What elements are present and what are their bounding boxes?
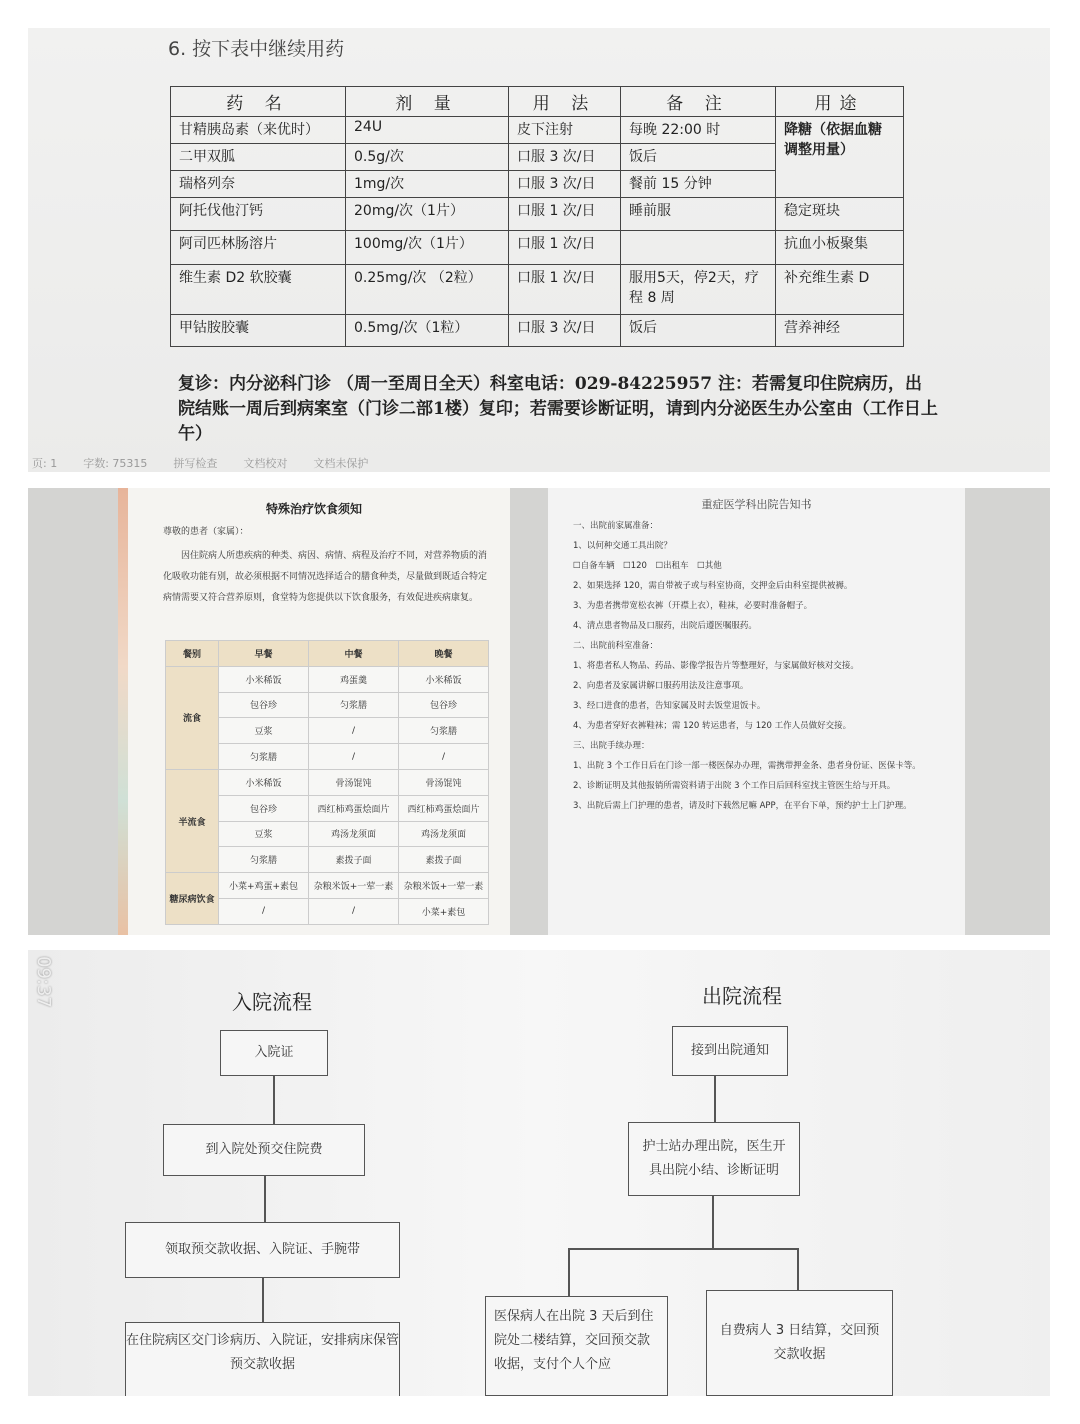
cell: 小米稀饭 [219, 769, 309, 795]
notice-line: 1、出院 3 个工作日后在门诊一部一楼医保办办理，需携带押金条、患者身份证、医保卡等。 [573, 761, 921, 771]
notice-line: 4、清点患者物品及口服药，出院后遵医嘱服药。 [573, 621, 757, 631]
cell: 豆浆 [219, 718, 309, 744]
proofread-button[interactable]: 文档校对 [243, 457, 288, 470]
diet-table [165, 640, 489, 925]
cell: 阿托伐他汀钙 [171, 198, 346, 231]
protection-status: 文档未保护 [313, 457, 369, 470]
connector [714, 1076, 716, 1122]
cell: / [309, 718, 399, 744]
notice-line: 1、将患者私人物品、药品、影像学报告片等整理好，与家属做好核对交接。 [573, 661, 859, 671]
notice-line: 3、经口进食的患者，告知家属及时去饭堂退饭卡。 [573, 701, 766, 711]
notice-line: 3、出院后需上门护理的患者，请及时下载然尼嘛 APP，在平台下单，预约护士上门护理。 [573, 801, 912, 811]
cell: 100mg/次（1片） [346, 231, 509, 265]
cell: 睡前服 [621, 198, 776, 231]
cell: 瑞格列奈 [171, 171, 346, 198]
cell: 小米稀饭 [399, 666, 489, 692]
connector [262, 1278, 264, 1322]
flow-branch: 自费病人 3 日结算，交回预交款收据 [706, 1290, 893, 1396]
table-row [171, 315, 904, 347]
cell: 抗血小板聚集 [776, 231, 904, 265]
connector [568, 1248, 798, 1250]
diet-body: 因住院病人所患疾病的种类、病因、病情、病程及治疗不同，对营养物质的消化吸收功能有别，故必须根据不同情况选择适合的膳食种类，尽量做到既适合特定病情需要又符合营养原则，食堂特为您提供以下饮食服务，有效促进疾病康复。 [163, 551, 488, 603]
cell: 骨汤馄饨 [309, 769, 399, 795]
discharge-flow-title: 出院流程 [702, 984, 782, 1008]
timestamp: 09:37 [33, 956, 54, 1008]
col-header: 早餐 [219, 641, 309, 667]
cell: 包谷珍 [219, 692, 309, 718]
category: 半流食 [166, 769, 219, 872]
cell: 口服 1 次/日 [509, 265, 621, 315]
cell: 甲钴胺胶囊 [171, 315, 346, 347]
cell: 素拨子面 [399, 847, 489, 873]
cell: 豆浆 [219, 821, 309, 847]
cell: 补充维生素 D [776, 265, 904, 315]
flow-step: 在住院病区交门诊病历、入院证，安排病床保管预交款收据 [125, 1322, 400, 1396]
col-header: 药 名 [171, 87, 346, 117]
cell: 小菜+鸡蛋+素包 [219, 873, 309, 899]
cell: 20mg/次（1片） [346, 198, 509, 231]
cell: 服用5天，停2天，疗程 8 周 [621, 265, 776, 315]
cell: 鸡蛋羹 [309, 666, 399, 692]
word-count: 字数: 75315 [83, 457, 148, 470]
cell: 小菜+素包 [399, 898, 489, 924]
cell: / [219, 898, 309, 924]
cell: 餐前 15 分钟 [621, 171, 776, 198]
flowchart-photo [28, 950, 1050, 1396]
col-header: 剂 量 [346, 87, 509, 117]
cell: 阿司匹林肠溶片 [171, 231, 346, 265]
cell: 1mg/次 [346, 171, 509, 198]
table-row [171, 231, 904, 265]
notice-line: 一、出院前家属准备： [573, 521, 659, 531]
cell: 每晚 22:00 时 [621, 117, 776, 144]
cell: 口服 3 次/日 [509, 171, 621, 198]
cell: 0.25mg/次 （2粒） [346, 265, 509, 315]
table-row [171, 198, 904, 231]
cell: 匀浆膳 [219, 847, 309, 873]
cell: 稳定斑块 [776, 198, 904, 231]
col-header: 餐别 [166, 641, 219, 667]
cell: 二甲双胍 [171, 144, 346, 171]
diet-greeting: 尊敬的患者（家属）： [163, 527, 249, 537]
cell: 包谷珍 [399, 692, 489, 718]
cell: 鸡汤龙须面 [309, 821, 399, 847]
cell: 小米稀饭 [219, 666, 309, 692]
cell: 骨汤馄饨 [399, 769, 489, 795]
word-status-bar [28, 454, 1050, 472]
col-header: 用途 [776, 87, 904, 117]
col-header: 备 注 [621, 87, 776, 117]
flow-step: 领取预交款收据、入院证、手腕带 [125, 1222, 400, 1278]
table-row [171, 265, 904, 315]
discharge-notice [548, 488, 965, 935]
cell: 皮下注射 [509, 117, 621, 144]
cell: 口服 3 次/日 [509, 315, 621, 347]
category: 糖尿病饮食 [166, 873, 219, 925]
notice-line: 二、出院前科室准备： [573, 641, 659, 651]
cell: 口服 1 次/日 [509, 231, 621, 265]
notice-line: 2、如果选择 120，需自带被子或与科室协商，交押金后由科室提供被褥。 [573, 581, 853, 591]
cell: / [309, 898, 399, 924]
cell: / [399, 744, 489, 770]
connector [568, 1248, 570, 1296]
notice-line: 4、为患者穿好衣裤鞋袜；需 120 转运患者，与 120 工作人员做好交接。 [573, 721, 852, 731]
cell: / [309, 744, 399, 770]
cell: 维生素 D2 软胶囊 [171, 265, 346, 315]
diet-notice [118, 488, 510, 935]
cell: 口服 1 次/日 [509, 198, 621, 231]
discharge-text [573, 516, 958, 816]
connector [712, 1196, 714, 1248]
cell: 0.5g/次 [346, 144, 509, 171]
notice-line: 3、为患者携带宽松衣裤（开襟上衣），鞋袜，必要时准备帽子。 [573, 601, 813, 611]
cell: 素拨子面 [309, 847, 399, 873]
col-header: 晚餐 [399, 641, 489, 667]
page-indicator: 页: 1 [32, 457, 58, 470]
cell: 杂粮米饭+一荤一素 [399, 873, 489, 899]
cell: 甘精胰岛素（来优时） [171, 117, 346, 144]
admit-title: 入院流程 [232, 990, 312, 1014]
cell: 鸡汤龙须面 [399, 821, 489, 847]
cell: 匀浆膳 [309, 692, 399, 718]
decorative-stripe [118, 488, 128, 935]
section-heading: 6. 按下表中继续用药 [168, 38, 345, 60]
cell: 营养神经 [776, 315, 904, 347]
col-header: 中餐 [309, 641, 399, 667]
category: 流食 [166, 666, 219, 769]
cell: 饭后 [621, 315, 776, 347]
flow-step: 到入院处预交住院费 [163, 1124, 365, 1176]
medication-table [170, 86, 904, 347]
follow-up-note: 复诊：内分泌科门诊 （周一至周日全天）科室电话：029-84225957 注：若需复印住院病历，出院结账一周后到病案室（门诊二部1楼）复印；若需要诊断证明，请到内分泌医生办公室由（工作日上午） [178, 374, 938, 444]
connector [797, 1248, 799, 1290]
cell [621, 231, 776, 265]
col-header: 用 法 [509, 87, 621, 117]
notice-line: 三、出院手续办理： [573, 741, 650, 751]
notice-line: ☐自备车辆 ☐120 ☐出租车 ☐其他 [573, 561, 722, 571]
discharge-title: 重症医学科出院告知书 [701, 498, 812, 511]
connector [273, 1076, 275, 1124]
cell: 24U [346, 117, 509, 144]
cell: 杂粮米饭+一荤一素 [309, 873, 399, 899]
cell: 西红柿鸡蛋烩面片 [399, 795, 489, 821]
cell: 口服 3 次/日 [509, 144, 621, 171]
notice-line: 2、诊断证明及其他报销所需资料请于出院 3 个工作日后回科室找主管医生给与开具。 [573, 781, 896, 791]
cell: 降糖（依据血糖调整用量） [776, 117, 904, 198]
notice-line: 2、向患者及家属讲解口服药用法及注意事项。 [573, 681, 749, 691]
notice-line: 1、以何种交通工具出院？ [573, 541, 672, 551]
flow-branch: 医保病人在出院 3 天后到住院处二楼结算，交回预交款收据，支付个人个应 [485, 1296, 668, 1396]
notices-photo [28, 488, 1050, 935]
medication-photo [28, 28, 1050, 472]
connector [264, 1176, 266, 1222]
spell-check-button[interactable]: 拼写检查 [173, 457, 218, 470]
table-row [171, 117, 904, 144]
cell: 匀浆膳 [399, 718, 489, 744]
cell: 匀浆膳 [219, 744, 309, 770]
flow-step: 护士站办理出院，医生开具出院小结、诊断证明 [628, 1122, 800, 1196]
cell: 包谷珍 [219, 795, 309, 821]
flow-step: 接到出院通知 [672, 1026, 788, 1076]
diet-title: 特殊治疗饮食须知 [265, 502, 362, 516]
flow-step: 入院证 [220, 1030, 328, 1076]
cell: 西红柿鸡蛋烩面片 [309, 795, 399, 821]
cell: 0.5mg/次（1粒） [346, 315, 509, 347]
cell: 饭后 [621, 144, 776, 171]
